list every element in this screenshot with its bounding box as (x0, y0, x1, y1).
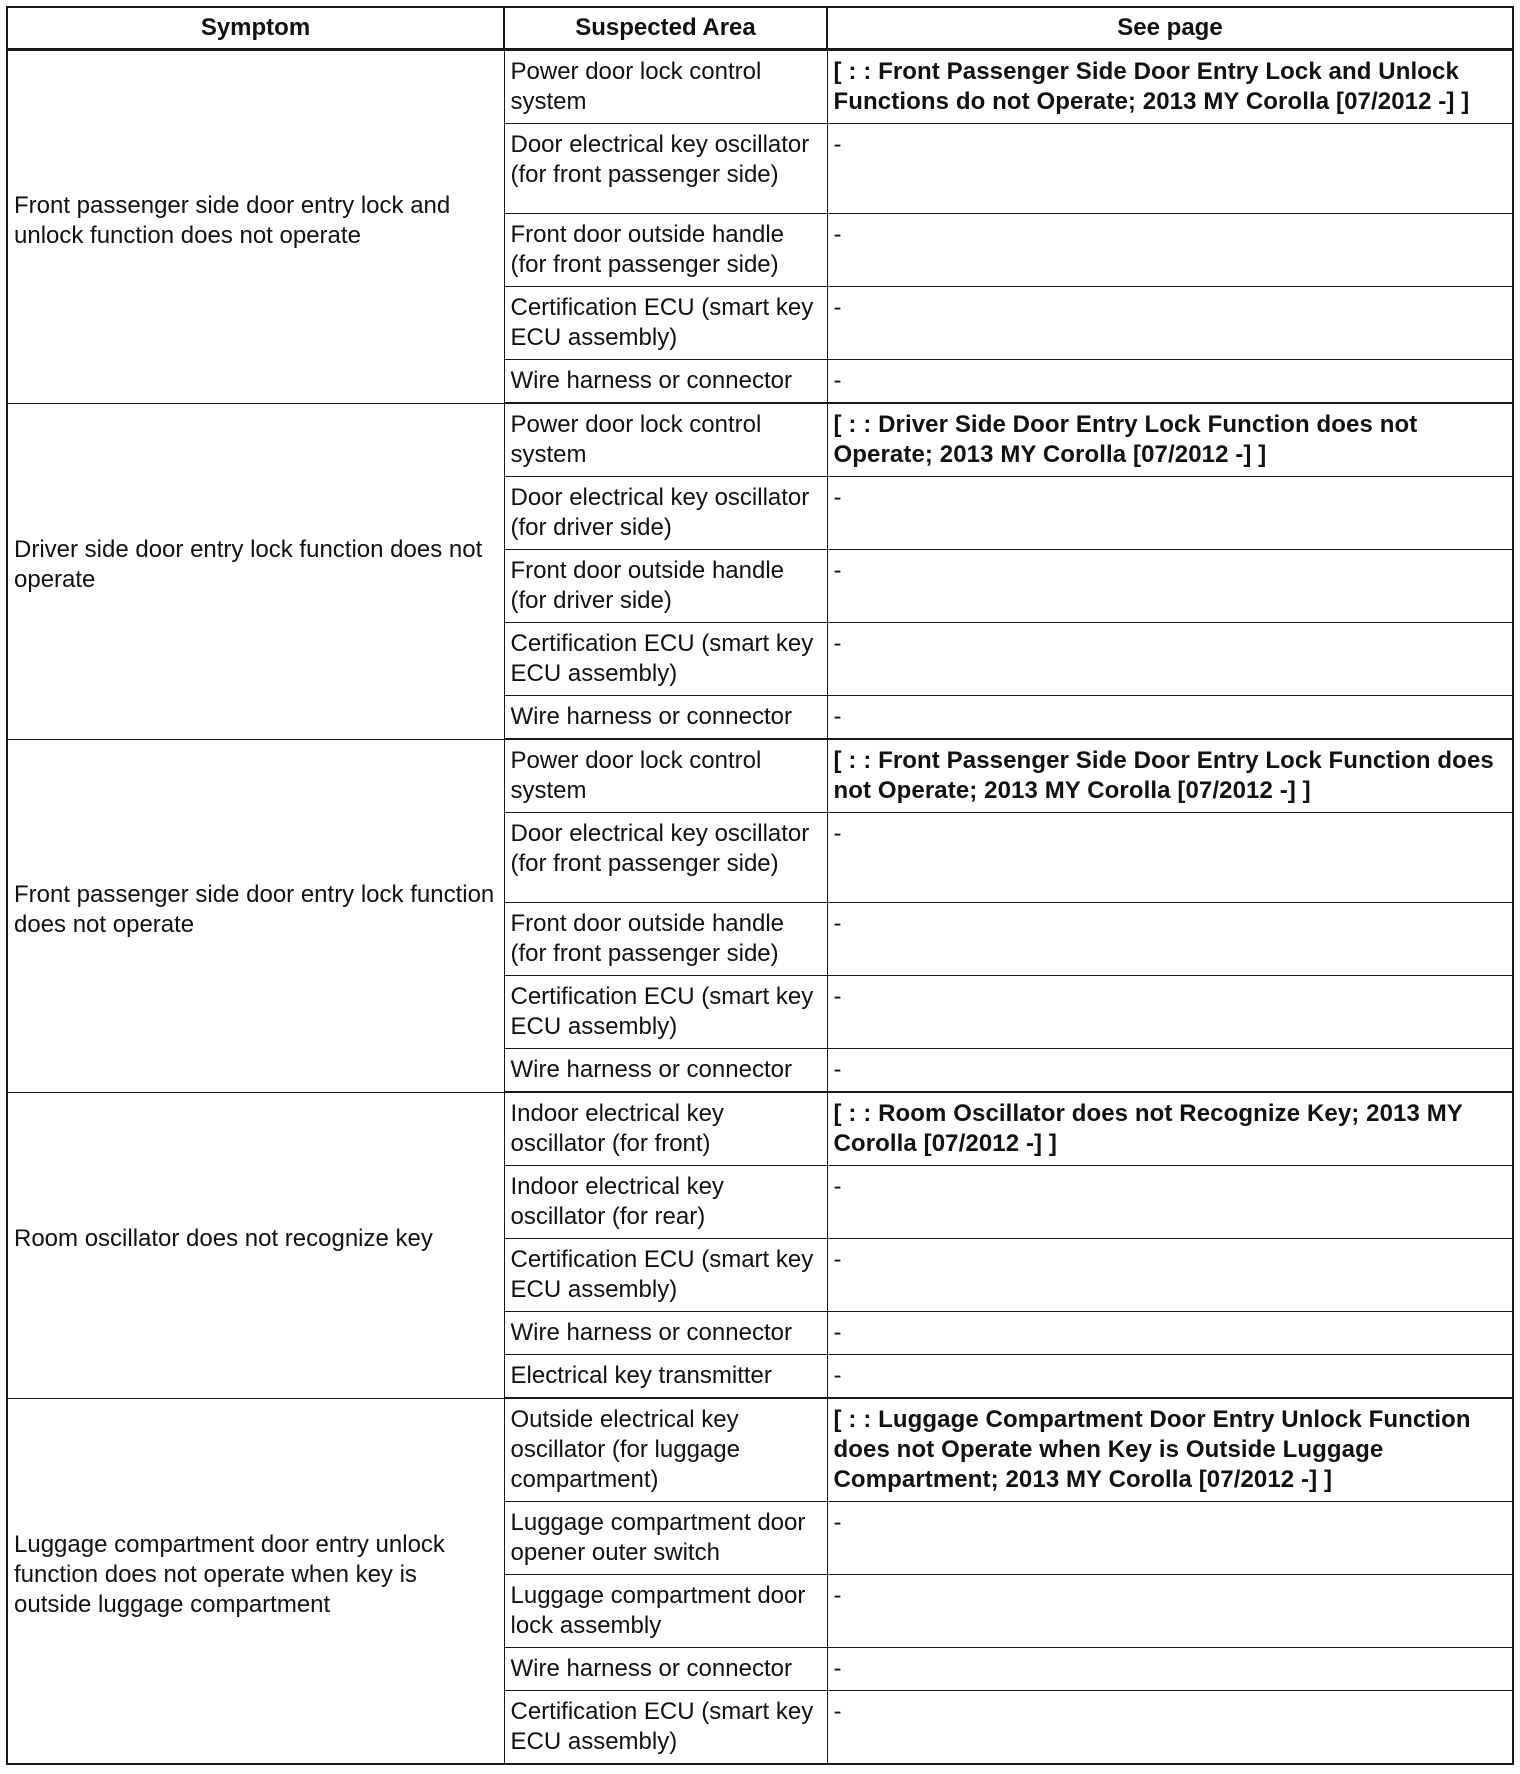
see-page-cell: - (827, 477, 1513, 550)
see-page-cell: - (827, 1648, 1513, 1691)
symptom-table (6, 6, 1514, 1765)
symptom-cell: Luggage compartment door entry unlock function does not operate when key is outside luggage compartment (7, 1398, 504, 1764)
table-row (7, 50, 1513, 124)
see-page-link[interactable]: [ : : Front Passenger Side Door Entry Lock and Unlock Functions do not Operate; 2013 MY Corolla [07/2012 -] ] (827, 50, 1513, 124)
see-page-cell: - (827, 1049, 1513, 1093)
suspected-area-cell: Certification ECU (smart key ECU assembly) (504, 1239, 827, 1312)
see-page-cell: - (827, 976, 1513, 1049)
see-page-cell: - (827, 1239, 1513, 1312)
suspected-area-cell: Power door lock control system (504, 50, 827, 124)
suspected-area-cell: Wire harness or connector (504, 696, 827, 740)
see-page-cell: - (827, 1355, 1513, 1399)
see-page-cell: - (827, 813, 1513, 903)
document-sheet (6, 6, 1512, 1765)
table-body (7, 50, 1513, 1765)
header-suspected-area: Suspected Area (504, 7, 827, 50)
suspected-area-cell: Luggage compartment door opener outer switch (504, 1502, 827, 1575)
suspected-area-cell: Outside electrical key oscillator (for luggage compartment) (504, 1398, 827, 1502)
suspected-area-cell: Indoor electrical key oscillator (for front) (504, 1092, 827, 1166)
see-page-cell: - (827, 696, 1513, 740)
see-page-cell: - (827, 287, 1513, 360)
suspected-area-cell: Front door outside handle (for front passenger side) (504, 214, 827, 287)
suspected-area-cell: Indoor electrical key oscillator (for rear) (504, 1166, 827, 1239)
table-header (7, 7, 1513, 50)
symptom-cell: Driver side door entry lock function does not operate (7, 403, 504, 739)
suspected-area-cell: Luggage compartment door lock assembly (504, 1575, 827, 1648)
suspected-area-cell: Door electrical key oscillator (for driver side) (504, 477, 827, 550)
see-page-cell: - (827, 124, 1513, 214)
suspected-area-cell: Power door lock control system (504, 403, 827, 477)
suspected-area-cell: Wire harness or connector (504, 1648, 827, 1691)
suspected-area-cell: Certification ECU (smart key ECU assembly) (504, 623, 827, 696)
see-page-cell: - (827, 1502, 1513, 1575)
table-row (7, 1398, 1513, 1502)
suspected-area-cell: Power door lock control system (504, 739, 827, 813)
see-page-cell: - (827, 360, 1513, 404)
see-page-cell: - (827, 1575, 1513, 1648)
header-symptom: Symptom (7, 7, 504, 50)
header-see-page: See page (827, 7, 1513, 50)
table-row (7, 1092, 1513, 1166)
table-row (7, 403, 1513, 477)
see-page-cell: - (827, 1312, 1513, 1355)
suspected-area-cell: Certification ECU (smart key ECU assembly) (504, 1691, 827, 1765)
see-page-cell: - (827, 1166, 1513, 1239)
see-page-cell: - (827, 550, 1513, 623)
suspected-area-cell: Wire harness or connector (504, 1049, 827, 1093)
see-page-cell: - (827, 623, 1513, 696)
symptom-cell: Room oscillator does not recognize key (7, 1092, 504, 1398)
see-page-cell: - (827, 214, 1513, 287)
see-page-cell: - (827, 903, 1513, 976)
suspected-area-cell: Electrical key transmitter (504, 1355, 827, 1399)
see-page-cell: - (827, 1691, 1513, 1765)
suspected-area-cell: Front door outside handle (for front passenger side) (504, 903, 827, 976)
suspected-area-cell: Front door outside handle (for driver side) (504, 550, 827, 623)
header-row (7, 7, 1513, 50)
table-row (7, 739, 1513, 813)
see-page-link[interactable]: [ : : Room Oscillator does not Recognize Key; 2013 MY Corolla [07/2012 -] ] (827, 1092, 1513, 1166)
suspected-area-cell: Certification ECU (smart key ECU assembly) (504, 287, 827, 360)
suspected-area-cell: Door electrical key oscillator (for front passenger side) (504, 813, 827, 903)
see-page-link[interactable]: [ : : Driver Side Door Entry Lock Function does not Operate; 2013 MY Corolla [07/2012 -] ] (827, 403, 1513, 477)
suspected-area-cell: Wire harness or connector (504, 360, 827, 404)
suspected-area-cell: Wire harness or connector (504, 1312, 827, 1355)
suspected-area-cell: Certification ECU (smart key ECU assembly) (504, 976, 827, 1049)
symptom-cell: Front passenger side door entry lock and unlock function does not operate (7, 50, 504, 404)
see-page-link[interactable]: [ : : Luggage Compartment Door Entry Unlock Function does not Operate when Key is Outside Luggage Compartment; 2013 MY Corolla [07/2012 -] ] (827, 1398, 1513, 1502)
see-page-link[interactable]: [ : : Front Passenger Side Door Entry Lock Function does not Operate; 2013 MY Corolla [07/2012 -] ] (827, 739, 1513, 813)
symptom-cell: Front passenger side door entry lock function does not operate (7, 739, 504, 1092)
suspected-area-cell: Door electrical key oscillator (for front passenger side) (504, 124, 827, 214)
